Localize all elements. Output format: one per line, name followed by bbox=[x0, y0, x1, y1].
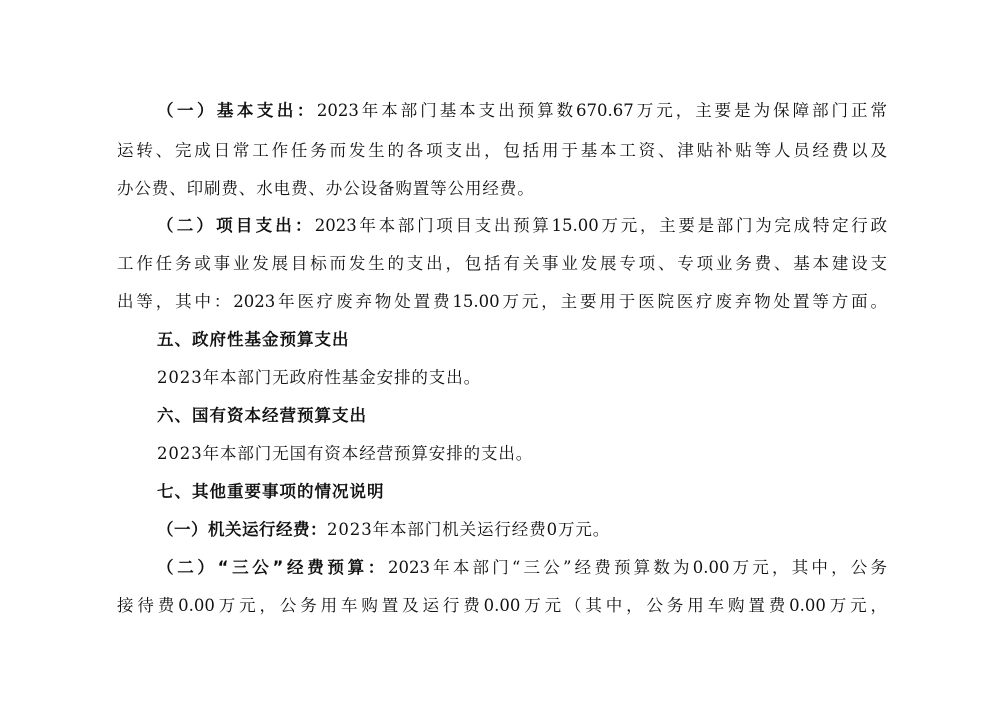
project-expenditure-text-1: 2023年本部门项目支出预算15.00万元，主要是部门为完成特定行政 bbox=[314, 216, 887, 235]
section-7-item-2-label: （二）“三公”经费预算： bbox=[157, 558, 388, 577]
project-expenditure-line-1 bbox=[157, 214, 887, 238]
project-expenditure-label: （二）项目支出： bbox=[157, 216, 315, 235]
section-7-item-2-line-2: 接待费0.00万元，公务用车购置及运行费0.00万元（其中，公务用车购置费0.00万元， bbox=[117, 596, 887, 615]
project-expenditure-line-3: 出等，其中：2023年医疗废弃物处置费15.00万元，主要用于医院医疗废弃物处置等方面。 bbox=[117, 292, 887, 311]
basic-expenditure-line-3: 办公费、印刷费、水电费、办公设备购置等公用经费。 bbox=[117, 179, 535, 198]
section-7-item-1 bbox=[157, 518, 887, 542]
basic-expenditure-line-2: 运转、完成日常工作任务而发生的各项支出，包括用于基本工资、津贴补贴等人员经费以及 bbox=[117, 141, 887, 160]
section-6-body: 2023年本部门无国有资本经营预算安排的支出。 bbox=[157, 444, 534, 463]
section-7-item-2-line-1 bbox=[157, 556, 887, 580]
section-5-heading: 五、政府性基金预算支出 bbox=[157, 330, 350, 349]
section-7-item-1-label: （一）机关运行经费： bbox=[157, 520, 327, 539]
section-5-body: 2023年本部门无政府性基金安排的支出。 bbox=[157, 368, 481, 387]
project-expenditure-line-2: 工作任务或事业发展目标而发生的支出，包括有关事业发展专项、专项业务费、基本建设支 bbox=[117, 254, 887, 273]
basic-expenditure-line-1 bbox=[157, 99, 887, 123]
section-6-heading: 六、国有资本经营预算支出 bbox=[157, 406, 367, 425]
section-7-item-2-text-1: 2023年本部门“三公”经费预算数为0.00万元，其中，公务 bbox=[387, 558, 887, 577]
basic-expenditure-label: （一）基本支出： bbox=[157, 101, 317, 120]
section-7-heading: 七、其他重要事项的情况说明 bbox=[157, 482, 385, 501]
basic-expenditure-text-1: 2023年本部门基本支出预算数670.67万元，主要是为保障部门正常 bbox=[316, 101, 887, 120]
section-7-item-1-text: 2023年本部门机关运行经费0万元。 bbox=[327, 520, 611, 539]
